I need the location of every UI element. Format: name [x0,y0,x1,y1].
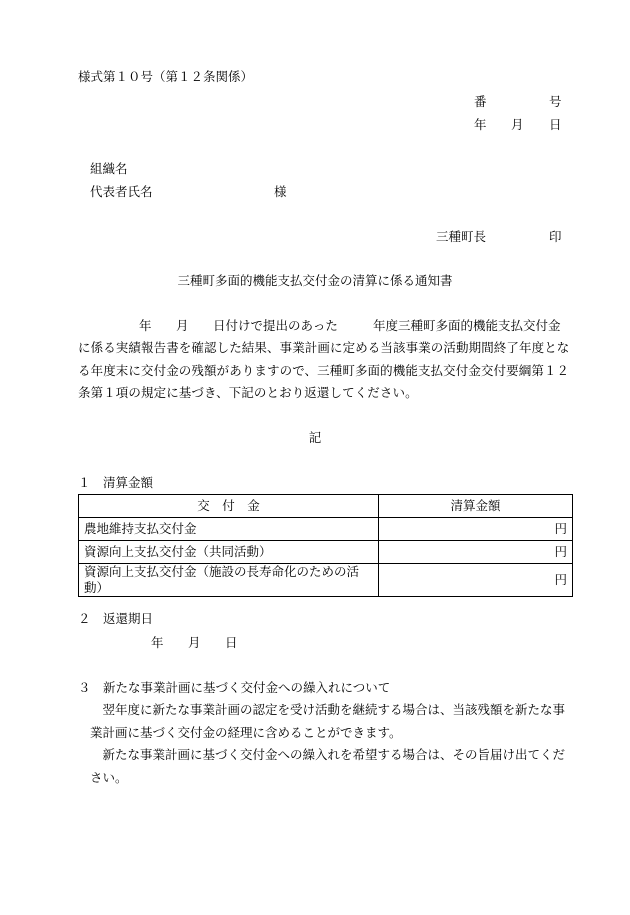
table-cell-label: 資源向上支払交付金（共同活動） [79,541,379,564]
number-ban-label: 番 [474,94,487,109]
due-year: 年 [151,635,164,650]
settlement-table [78,494,573,597]
section3-heading: ３ 新たな事業計画に基づく交付金への繰入れについて [78,680,391,695]
body-line1-end: 年度三種町多面的機能支払交付金 [373,318,561,333]
body-year: 年 [139,318,152,333]
table-cell-label: 農地維持支払交付金 [79,518,379,541]
table-row [79,541,573,564]
section2-heading: ２ 返還期日 [78,611,154,626]
table-header-amount: 清算金額 [379,495,573,518]
body-paragraph: に係る実績報告書を確認した結果、事業計画に定める当該事業の活動期間終了年度となる年度末に交付金の残額がありますので、三種町多面的機能支払交付金交付要綱第１２条第１項の規定に基づき、下記のとおり返還してください。 [78,340,570,400]
table-header-grant: 交 付 金 [79,495,379,518]
due-month: 月 [188,635,201,650]
section3-paragraph2: 新たな事業計画に基づく交付金への繰入れを希望する場合は、その旨届け出てください。 [90,747,566,785]
issuer-seal: 印 [549,229,562,244]
body-date-tail: 日付けで提出のあった [213,318,338,333]
date-day-label: 日 [549,117,562,132]
ki-heading: 記 [308,430,322,445]
section1-heading: １ 清算金額 [78,475,154,490]
document-title: 三種町多面的機能支払交付金の清算に係る通知書 [177,273,453,288]
number-go-label: 号 [549,94,562,109]
section3-paragraph1: 翌年度に新たな事業計画の認定を受け活動を継続する場合は、当該残額を新たな事業計画に基づく交付金の経理に含めることができます。 [90,702,566,740]
table-cell-label: 資源向上支払交付金（施設の長寿命化のための活動） [79,564,379,597]
table-cell-amount: 円 [379,564,573,597]
table-cell-amount: 円 [379,518,573,541]
recipient-representative: 代表者氏名 [90,184,153,199]
table-cell-amount: 円 [379,541,573,564]
form-number: 様式第１０号（第１２条関係） [78,69,254,84]
due-day: 日 [225,635,238,650]
table-row [79,518,573,541]
date-month-label: 月 [511,117,524,132]
issuer-name: 三種町長 [436,229,487,244]
body-month: 月 [176,318,189,333]
recipient-honorific: 様 [274,184,287,199]
date-year-label: 年 [474,117,487,132]
recipient-org: 組織名 [90,161,128,176]
table-row [79,564,573,597]
table-header-row [79,495,573,518]
